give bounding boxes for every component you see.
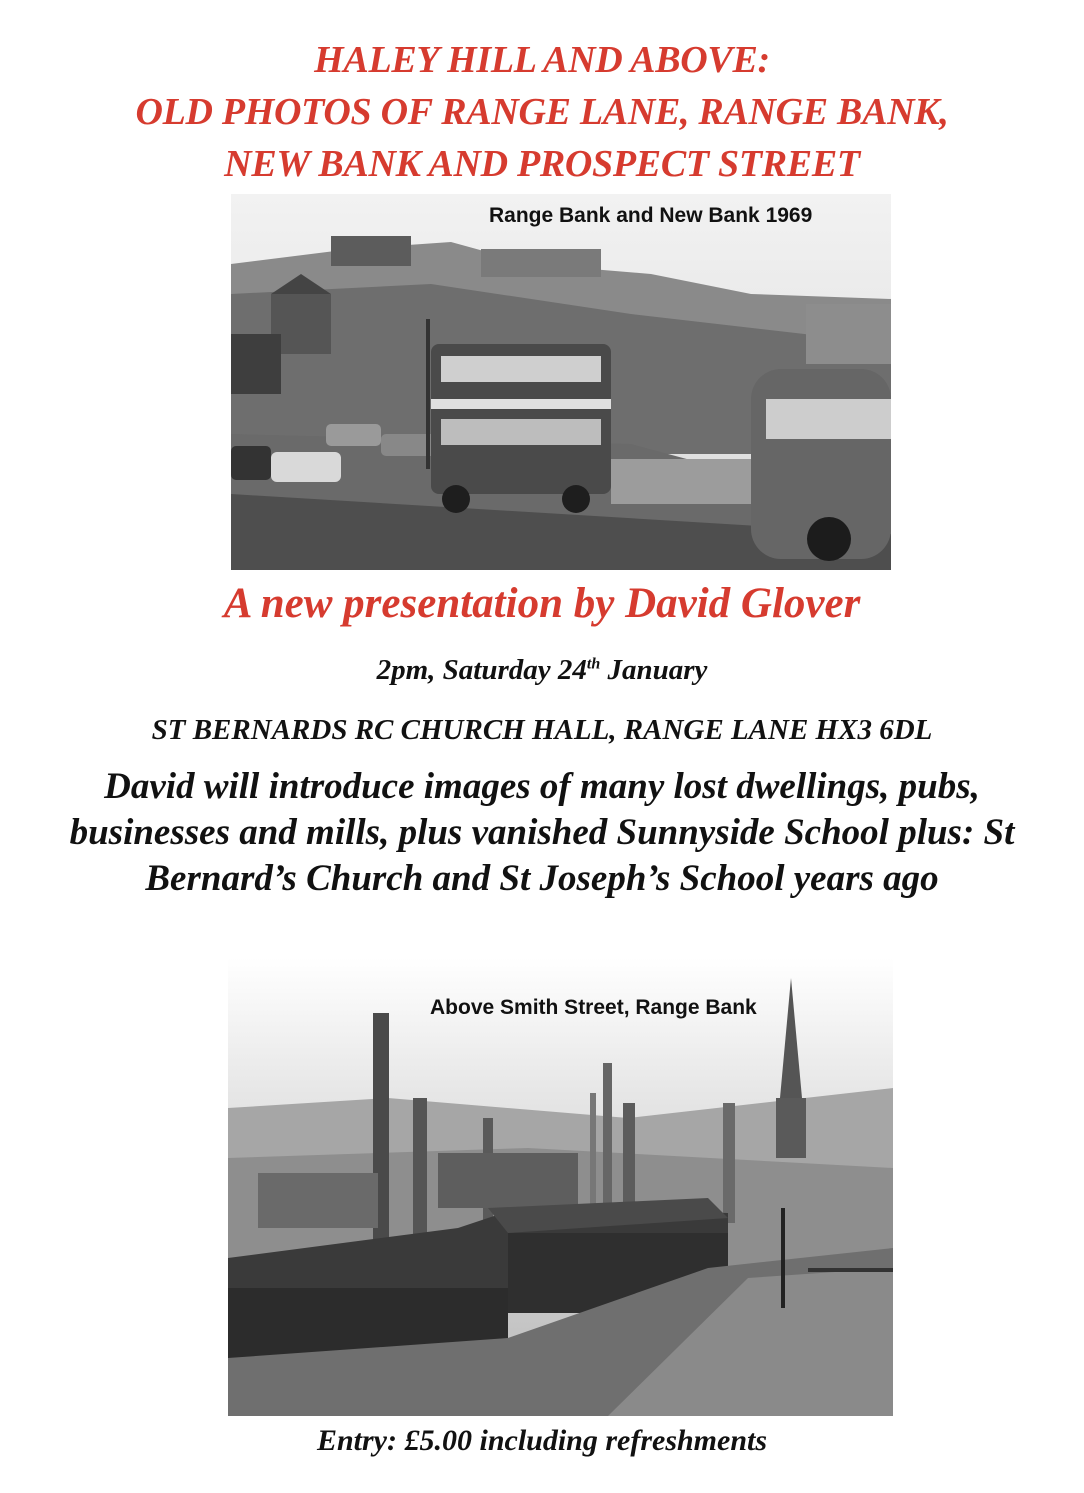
photo-range-bank-1969 <box>231 194 891 570</box>
event-time-prefix: 2pm, Saturday 24 <box>376 654 587 686</box>
event-month: January <box>607 654 708 686</box>
presentation-heading: A new presentation by David Glover <box>223 580 861 627</box>
entry-price: Entry: £5.00 including refreshments <box>316 1424 768 1457</box>
photo-1-caption: Range Bank and New Bank 1969 <box>489 204 813 227</box>
mill-town-illustration <box>228 958 893 1416</box>
event-venue: ST BERNARDS RC CHURCH HALL, RANGE LANE HX3 6DL <box>151 714 933 746</box>
title-line-3: NEW BANK AND PROSPECT STREET <box>224 143 860 185</box>
event-day-suffix: th <box>586 655 601 673</box>
photo-above-smith-street <box>228 958 893 1416</box>
event-date <box>0 650 1084 690</box>
event-description: David will introduce images of many lost dwellings, pubs, businesses and mills, plus vanished Sunnyside School plus: St Bernard’s Church and St Joseph’s School years ago <box>69 766 1015 899</box>
poster-title <box>0 34 1084 190</box>
title-line-2: OLD PHOTOS OF RANGE LANE, RANGE BANK, <box>135 91 949 133</box>
photo-2-caption: Above Smith Street, Range Bank <box>430 996 757 1019</box>
bus-street-illustration <box>231 194 891 570</box>
title-line-1: HALEY HILL AND ABOVE: <box>314 39 770 81</box>
